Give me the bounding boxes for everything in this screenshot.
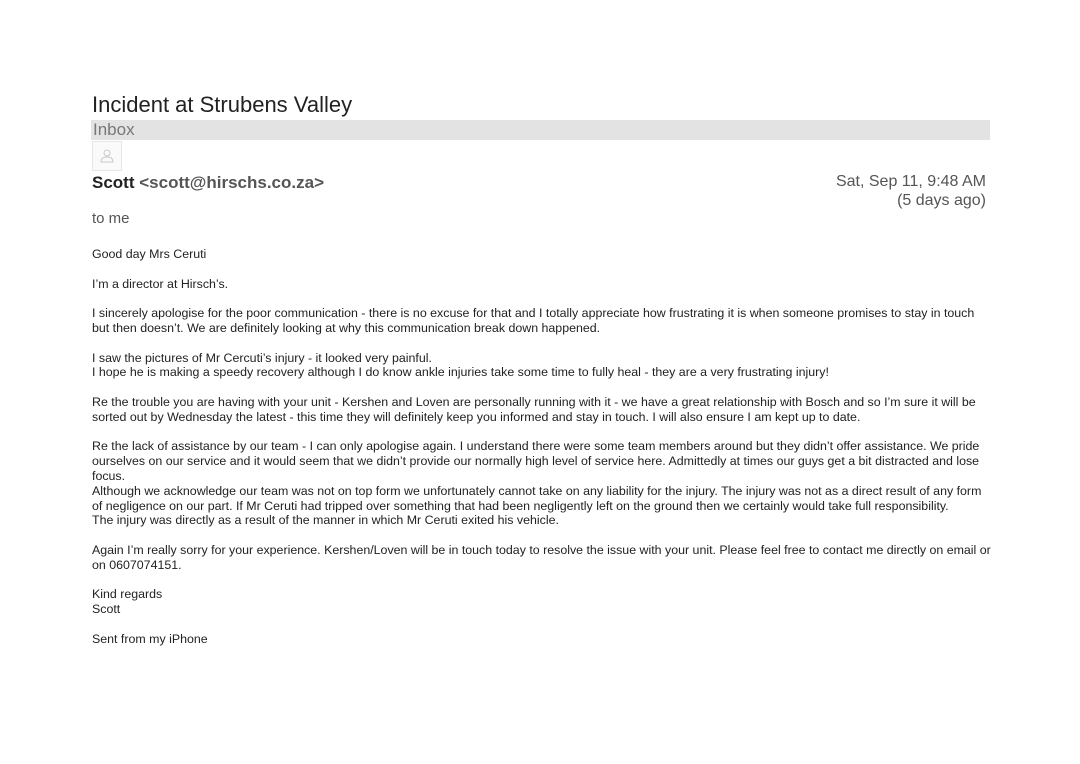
recipient-line: to me [92, 210, 130, 227]
sender-line [92, 173, 324, 193]
sender-email[interactable]: <scott@hirschs.co.za> [139, 173, 324, 192]
body-paragraph: Again I’m really sorry for your experience. Kershen/Loven will be in touch today to resolve the issue with your unit. Please feel free to contact me directly on email or on 0607074151. [92, 542, 991, 572]
label-bar [91, 120, 990, 140]
body-signature: Sent from my iPhone [92, 631, 208, 646]
sender-avatar [92, 141, 122, 171]
email-relative-date: (5 days ago) [897, 192, 986, 209]
email-date: Sat, Sep 11, 9:48 AM [835, 173, 986, 190]
body-paragraph: I’m a director at Hirsch’s. [92, 276, 229, 291]
inbox-label[interactable]: Inbox [93, 120, 135, 139]
body-paragraph: I saw the pictures of Mr Cercuti’s injury - it looked very painful. I hope he is making a speedy recovery although I do know ankle injuries take some time to fully heal - they are a very frustrating injury! [92, 350, 829, 380]
email-subject: Incident at Strubens Valley [92, 92, 353, 117]
body-signoff: Kind regards Scott [92, 587, 163, 617]
body-paragraph: Re the lack of assistance by our team - I can only apologise again. I understand there were some team members around but they didn’t offer assistance. We pride ourselves on our service and it would seem that we didn’t provide our normally high level of service here. Admittedly at times our guys get a bit distracted and lose focus. Although we acknowledge our team was not on top form we unfortunately cannot take on any liability for the injury. The injury was not as a direct result of any form of negligence on our part. If Mr Ceruti had tripped over something that had been negligently left on the ground then we certainly would take full responsibility. The injury was directly as a result of the manner in which Mr Ceruti exited his vehicle. [92, 439, 982, 528]
body-greeting: Good day Mrs Ceruti [92, 247, 207, 261]
sender-name: Scott [92, 173, 135, 192]
person-icon [93, 142, 121, 170]
body-paragraph: I sincerely apologise for the poor communication - there is no excuse for that and I totally appreciate how frustrating it is when someone promises to stay in touch but then doesn’t. We are definitely looking at why this communication break down happened. [92, 306, 975, 335]
email-date-block [836, 172, 986, 210]
email-body [92, 247, 992, 661]
body-paragraph: Re the trouble you are having with your unit - Kershen and Loven are personally running with it - we have a great relationship with Bosch and so I’m sure it will be sorted out by Wednesday the latest - this time they will definitely keep you informed and stay in touch. I will also ensure I am kept up to date. [92, 394, 976, 424]
